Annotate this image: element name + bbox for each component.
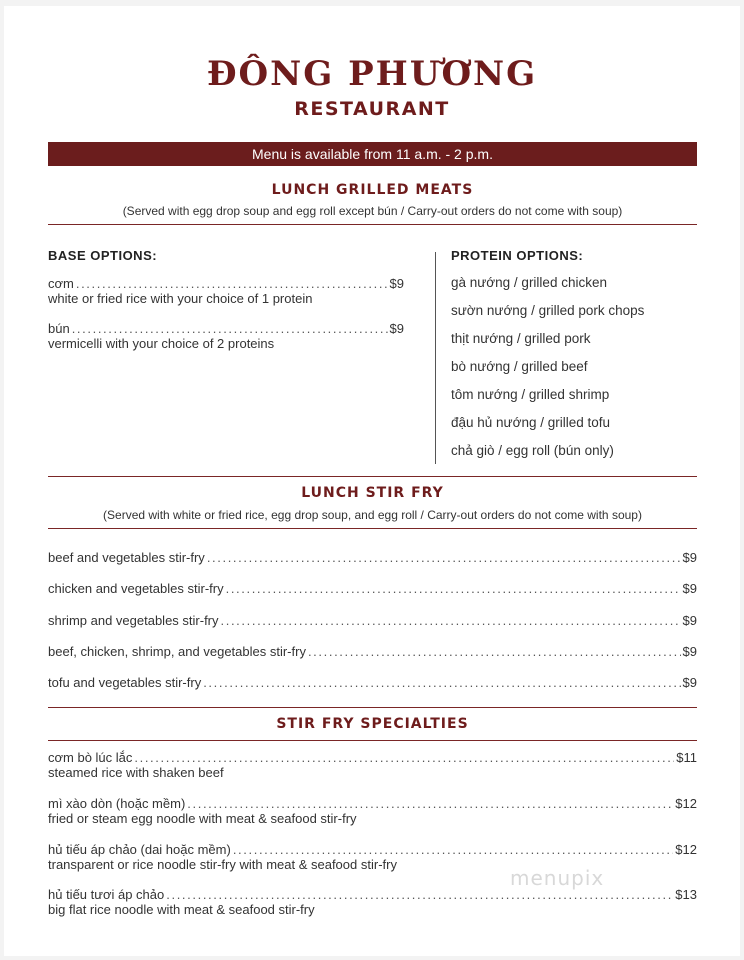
grilled-section-title: LUNCH GRILLED MEATS	[271, 182, 474, 198]
specialties-section-title: STIR FRY SPECIALTIES	[276, 716, 469, 732]
restaurant-subtitle: RESTAURANT	[294, 98, 450, 120]
divider	[48, 476, 697, 477]
leader-dots	[76, 276, 388, 291]
protein-option: gà nướng / grilled chicken	[451, 275, 607, 290]
leader-dots	[233, 842, 673, 857]
menu-item-shrimp-stirfry	[48, 613, 697, 628]
menu-item-combo-stirfry	[48, 644, 697, 659]
item-price: $13	[675, 887, 697, 902]
column-divider	[435, 252, 436, 464]
item-price: $9	[682, 613, 697, 628]
protein-option: chả giò / egg roll (bún only)	[451, 443, 614, 458]
menu-item-tofu-stirfry	[48, 675, 697, 690]
protein-option: thịt nướng / grilled pork	[451, 331, 591, 346]
divider	[48, 707, 697, 708]
leader-dots	[308, 644, 681, 659]
item-price: $9	[682, 644, 697, 659]
restaurant-name: ĐÔNG PHƯƠNG	[206, 54, 538, 94]
item-price: $11	[676, 750, 697, 765]
item-name: cơm bò lúc lắc	[48, 750, 133, 765]
menu-item-chicken-stirfry	[48, 581, 697, 596]
protein-option: sườn nướng / grilled pork chops	[451, 303, 645, 318]
protein-option: bò nướng / grilled beef	[451, 359, 588, 374]
menu-item-com-bo-luc-lac	[48, 750, 697, 765]
menu-item-bun	[48, 321, 404, 336]
leader-dots	[134, 750, 674, 765]
item-name: shrimp and vegetables stir-fry	[48, 613, 219, 628]
grilled-section-note: (Served with egg drop soup and egg roll except bún / Carry-out orders do not come with soup)	[122, 204, 623, 218]
item-description: vermicelli with your choice of 2 proteins	[48, 336, 275, 351]
stirfry-section-note: (Served with white or fried rice, egg drop soup, and egg roll / Carry-out orders do not come with soup)	[103, 508, 642, 522]
divider	[48, 740, 697, 741]
item-price: $9	[682, 675, 697, 690]
leader-dots	[72, 321, 388, 336]
protein-option: đậu hủ nướng / grilled tofu	[451, 415, 610, 430]
divider	[48, 224, 697, 225]
item-name: tofu and vegetables stir-fry	[48, 675, 202, 690]
item-description: white or fried rice with your choice of 1 protein	[48, 291, 313, 306]
divider	[48, 528, 697, 529]
item-price: $12	[675, 842, 697, 857]
item-description: fried or steam egg noodle with meat & seafood stir-fry	[48, 811, 357, 826]
watermark: menupix	[510, 866, 605, 890]
stirfry-section-title: LUNCH STIR FRY	[301, 485, 444, 501]
item-name: hủ tiếu áp chảo (dai hoặc mềm)	[48, 842, 231, 857]
item-name: beef, chicken, shrimp, and vegetables stir-fry	[48, 644, 306, 659]
menu-item-com	[48, 276, 404, 291]
item-price: $12	[675, 796, 697, 811]
item-name: hủ tiếu tươi áp chảo	[48, 887, 165, 902]
item-name: beef and vegetables stir-fry	[48, 550, 205, 565]
protein-options-heading: PROTEIN OPTIONS:	[451, 248, 584, 263]
leader-dots	[187, 796, 673, 811]
item-name: cơm	[48, 276, 74, 291]
hours-banner: Menu is available from 11 a.m. - 2 p.m.	[48, 142, 697, 166]
item-price: $9	[389, 276, 404, 291]
item-description: steamed rice with shaken beef	[48, 765, 224, 780]
item-name: chicken and vegetables stir-fry	[48, 581, 224, 596]
item-description: transparent or rice noodle stir-fry with meat & seafood stir-fry	[48, 857, 397, 872]
leader-dots	[226, 581, 681, 596]
menu-item-beef-stirfry	[48, 550, 697, 565]
protein-option: tôm nướng / grilled shrimp	[451, 387, 610, 402]
item-price: $9	[682, 550, 697, 565]
menu-item-mi-xao-don	[48, 796, 697, 811]
menu-page	[4, 6, 740, 956]
item-price: $9	[682, 581, 697, 596]
item-description: big flat rice noodle with meat & seafood stir-fry	[48, 902, 315, 917]
leader-dots	[207, 550, 681, 565]
base-options-heading: BASE OPTIONS:	[48, 248, 158, 263]
leader-dots	[221, 613, 681, 628]
item-price: $9	[389, 321, 404, 336]
menu-item-hu-tieu-ap-chao	[48, 842, 697, 857]
leader-dots	[203, 675, 680, 690]
item-name: mì xào dòn (hoặc mềm)	[48, 796, 186, 811]
item-name: bún	[48, 321, 70, 336]
